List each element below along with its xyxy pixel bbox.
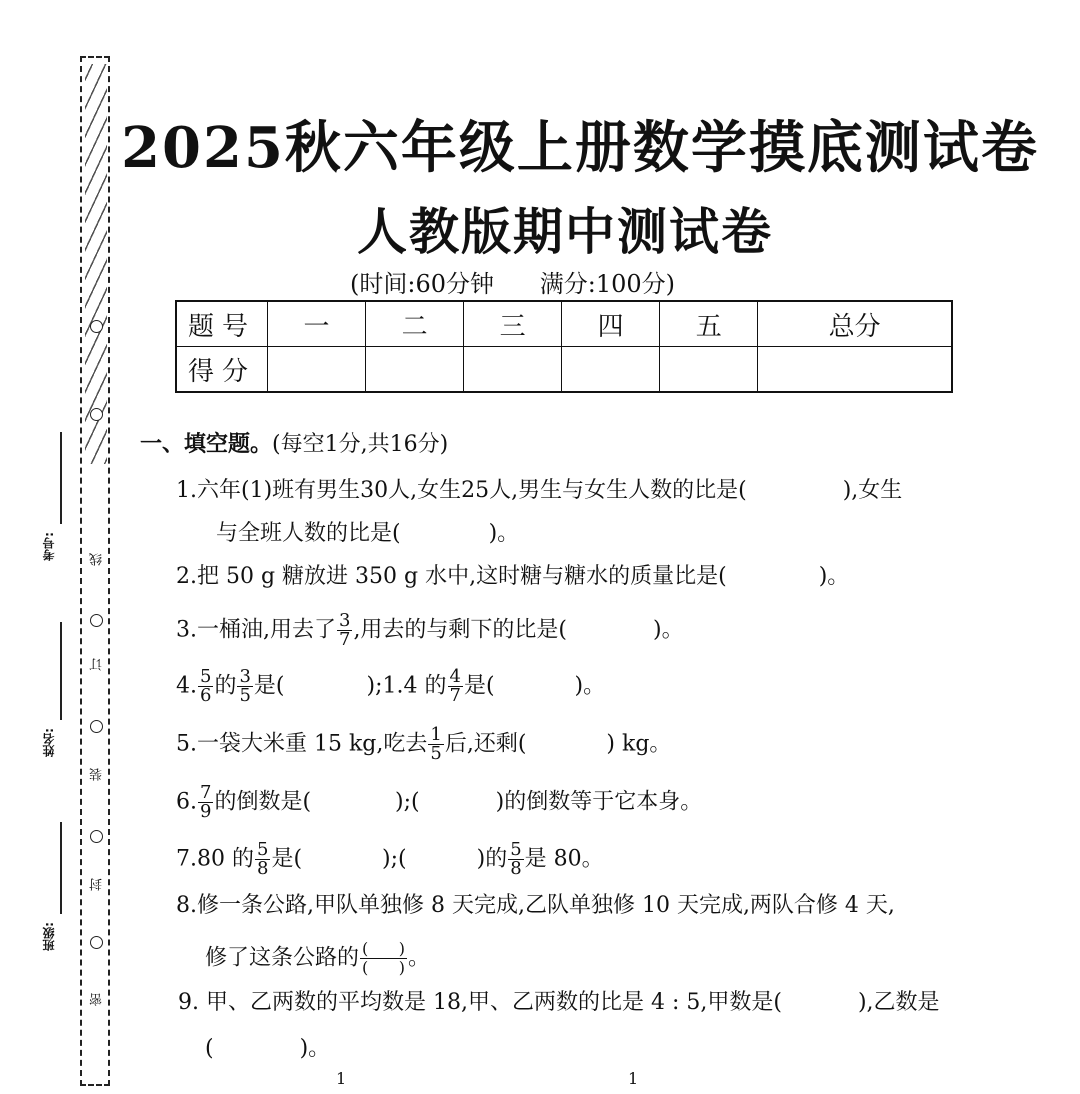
ring-icon: [90, 320, 103, 333]
question-8-cont: [205, 940, 430, 977]
full-score-info: 满分:100分): [539, 270, 676, 298]
class-line: [60, 822, 62, 914]
score-cell[interactable]: [366, 347, 464, 393]
q3-text: )。: [653, 617, 684, 643]
table-cell: 四: [562, 301, 660, 347]
q2-text: )。: [818, 564, 850, 589]
fraction-denominator: 8: [510, 858, 522, 879]
score-cell[interactable]: [464, 347, 562, 393]
hatch-pattern: [85, 64, 107, 464]
q4-text: )。: [574, 673, 606, 699]
question-6: [176, 784, 702, 821]
q4-text: 是(: [463, 673, 495, 699]
ring-icon: [90, 614, 103, 627]
exam-number-line: [60, 432, 62, 524]
fraction: [508, 841, 523, 878]
ring-icon: [90, 720, 103, 733]
binding-strip: [80, 56, 110, 1086]
strip-char: 线: [90, 553, 105, 566]
q4-text: 4.: [176, 673, 197, 699]
q9-text: 9. 甲、乙两数的平均数是 18,甲、乙两数的比是 4 : 5,甲数是(: [178, 990, 782, 1015]
fraction-denominator: 5: [430, 743, 442, 764]
question-1-cont: [216, 519, 519, 549]
fraction-denominator: 7: [338, 629, 351, 650]
q6-text: )的倒数等于它本身。: [495, 789, 703, 815]
q9-text: )。: [299, 1036, 331, 1061]
fraction-numerator: 7: [200, 782, 212, 803]
table-cell: 总分: [758, 301, 952, 347]
fraction-numerator: 1: [430, 724, 442, 745]
score-cell[interactable]: [562, 347, 660, 393]
fraction: [198, 668, 213, 705]
question-10-partial-numerator: 1: [336, 1069, 347, 1088]
fraction: [198, 784, 213, 821]
table-header-cell: 题号: [176, 301, 268, 347]
q1-text: 与全班人数的比是(: [216, 521, 401, 546]
q7-text: 7.80 的: [176, 846, 254, 872]
fraction-numerator: ( ): [362, 939, 406, 958]
table-cell: 二: [366, 301, 464, 347]
score-cell[interactable]: [758, 347, 952, 393]
q7-text: );(: [382, 846, 407, 872]
fraction-denominator: 7: [449, 685, 461, 706]
fraction-numerator: 5: [200, 666, 212, 687]
strip-char: 装: [90, 768, 105, 781]
fraction-denominator: 8: [256, 858, 269, 879]
fraction: [428, 726, 443, 763]
fraction-denominator: ( ): [362, 958, 406, 977]
score-table: [175, 300, 953, 393]
time-info: (时间:60分钟: [350, 270, 494, 298]
q1-text: 1.六年(1)班有男生30人,女生25人,男生与女生人数的比是(: [176, 478, 747, 503]
score-cell[interactable]: [268, 347, 366, 393]
fraction-numerator: 3: [338, 610, 351, 631]
class-label: 班级:: [42, 922, 56, 951]
ring-icon: [90, 830, 103, 843]
fraction-numerator: 5: [510, 839, 522, 860]
q6-text: 的倒数是(: [214, 789, 312, 815]
q9-text: (: [205, 1036, 214, 1061]
question-1: [176, 476, 902, 506]
q3-text: 3.一桶油,用去了: [176, 617, 336, 643]
q5-text: ) kg。: [606, 731, 672, 757]
page-subtitle: 人教版期中测试卷: [357, 202, 773, 261]
question-4: [176, 668, 605, 705]
question-2: [176, 562, 849, 592]
fraction: [337, 612, 352, 649]
q4-text: 是(: [253, 673, 285, 699]
fraction: [237, 668, 252, 705]
ring-icon: [90, 936, 103, 949]
fraction: [448, 668, 463, 705]
q1-text: ),女生: [842, 478, 903, 503]
strip-char: 封: [90, 878, 105, 891]
exam-number-label: 考号:: [42, 532, 56, 561]
q5-text: 5.一袋大米重 15 kg,吃去: [176, 731, 428, 757]
q5-text: 后,还剩(: [444, 731, 527, 757]
strip-char: 订: [90, 658, 105, 671]
table-header-cell: 得分: [176, 347, 268, 393]
table-cell: 三: [464, 301, 562, 347]
section-note: (每空1分,共16分): [272, 432, 449, 457]
fraction-denominator: 6: [200, 685, 212, 706]
q3-text: ,用去的与剩下的比是(: [353, 617, 568, 643]
q6-text: );(: [395, 789, 420, 815]
fraction-denominator: 5: [239, 685, 251, 706]
exam-meta: [350, 264, 675, 299]
score-cell[interactable]: [660, 347, 758, 393]
question-7: [176, 841, 604, 878]
question-3: [176, 612, 684, 649]
q8-text: 修了这条公路的: [205, 945, 360, 971]
q4-text: 的: [214, 673, 237, 699]
section-title: 一、填空题。: [140, 432, 273, 457]
question-9-cont: [205, 1034, 330, 1064]
name-line: [60, 622, 62, 720]
name-label: 姓名:: [42, 728, 56, 757]
fraction-denominator: 9: [200, 801, 212, 822]
table-cell: 一: [268, 301, 366, 347]
q1-text: )。: [488, 521, 520, 546]
question-10-partial-numerator: 1: [628, 1069, 639, 1088]
table-cell: 五: [660, 301, 758, 347]
answer-fraction-blank[interactable]: [360, 940, 407, 977]
q8-text: 8.修一条公路,甲队单独修 8 天完成,乙队单独修 10 天完成,两队合修 4 天,: [176, 893, 895, 918]
table-row: [176, 347, 952, 393]
q7-text: 是(: [271, 846, 303, 872]
q9-text: ),乙数是: [857, 990, 940, 1015]
question-9: [178, 988, 940, 1018]
q8-text: 。: [408, 945, 431, 971]
strip-char: 密: [90, 993, 105, 1006]
q7-text: )的: [476, 846, 508, 872]
fraction-numerator: 4: [449, 666, 461, 687]
q4-text: );1.4 的: [366, 673, 447, 699]
page-title: 2025秋六年级上册数学摸底测试卷: [121, 115, 1039, 181]
fraction-numerator: 5: [256, 839, 269, 860]
question-5: [176, 726, 671, 763]
q6-text: 6.: [176, 789, 197, 815]
ring-icon: [90, 408, 103, 421]
fraction-numerator: 3: [239, 666, 251, 687]
table-row: [176, 301, 952, 347]
q2-text: 2.把 50 g 糖放进 350 g 水中,这时糖与糖水的质量比是(: [176, 564, 727, 589]
question-8: [176, 891, 895, 921]
section-heading: [140, 427, 448, 458]
q7-text: 是 80。: [524, 846, 604, 872]
fraction: [255, 841, 270, 878]
